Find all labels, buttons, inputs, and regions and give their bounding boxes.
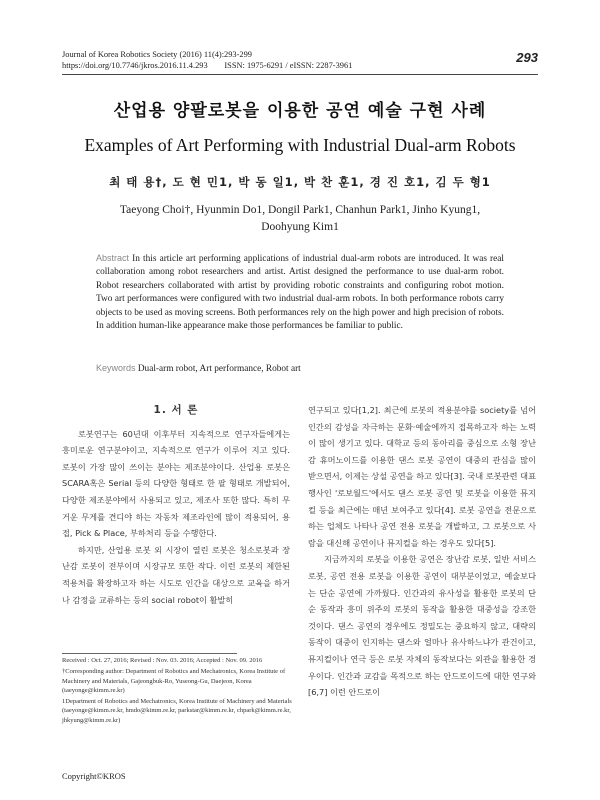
authors-english-line2: Doohyung Kim1 — [261, 221, 339, 233]
journal-citation: Journal of Korea Robotics Society (2016) 11(4):293-299 — [62, 50, 252, 59]
abstract-text: In this article art performing applications of industrial dual-arm robots are introduced. It was real collaboration among robot researchers and artist. Artist designed the performance to use dual-arm robot. Robot researchers collaborated with artist by providing robotic constraints and configuring robot motion. Two art performances were configured with two industrial dual-arm robots. In both performance robots carry objects to be used as moving screens. Both performances rely on the high power and high precision of robots. In addition human-like appearance make those performances be familiar to public. — [96, 254, 504, 332]
page-number: 293 — [516, 50, 538, 65]
authors-korean: 최 태 용†, 도 현 민1, 박 동 일1, 박 찬 훈1, 경 진 호1, 김 두 형1 — [109, 175, 491, 189]
left-column — [62, 402, 290, 608]
body-paragraph: 하지만, 산업용 로봇 외 시장이 열린 로봇은 청소로봇과 장난감 로봇이 전부이며 시장규모 또한 작다. 이런 로봇의 제한된 적용처를 확장하고자 하는 시도로 인간을 대상으로 교육을 하거나 감정을 교류하는 등의 social robot이 활발히 — [62, 544, 290, 605]
authors-english-line1: Taeyong Choi†, Hyunmin Do1, Dongil Park1, Chanhun Park1, Jinho Kyung1, — [119, 204, 481, 216]
header-rule — [62, 74, 538, 75]
received-dates: Received : Oct. 27, 2016; Revised : Nov. 03. 2016; Accepted : Nov. 09. 2016 — [62, 657, 263, 664]
footnote-rule — [62, 653, 237, 654]
body-paragraph: 지금까지의 로봇을 이용한 공연은 장난감 로봇, 일반 서비스 로봇, 공연 전용 로봇을 이용한 공연이 대부분이었고, 예술보다는 단순 공연에 가까웠다. 인간과의 유사성을 활용한 로봇의 단순 동작과 흥미 위주의 로봇의 동작을 활용한 대중성을 강조한 것이다. 댄스 공연의 경우에도 정밀도는 중요하지 않고, 대략의 동작이 대중이 인지하는 댄스와 얼마나 유사하느냐가 관건이고, 뮤지컬이나 연극 등은 로봇 자체의 동작보다는 외관을 활용한 경우이다. 인간과 교감을 목적으로 하는 안드로이드에 대한 연구와[6,7] 이런 안드로이 — [308, 554, 536, 698]
abstract-label: Abstract — [96, 253, 130, 263]
copyright: Copyright©KROS — [62, 771, 126, 781]
right-column — [308, 402, 536, 701]
authors-english — [60, 202, 540, 236]
title-korean: 산업용 양팔로봇을 이용한 공연 예술 구현 사례 — [113, 101, 487, 121]
keywords — [96, 363, 301, 374]
section-heading: 1. 서 론 — [153, 404, 199, 416]
doi-issn: https://doi.org/10.7746/jkros.2016.11.4.293 ISSN: 1975-6291 / eISSN: 2287-3961 — [62, 61, 353, 70]
title-english: Examples of Art Performing with Industrial Dual-arm Robots — [84, 135, 516, 155]
keywords-text: Dual-arm robot, Art performance, Robot art — [137, 364, 301, 374]
footnotes — [62, 656, 292, 727]
journal-header — [62, 49, 352, 71]
body-paragraph: 연구되고 있다[1,2]. 최근에 로봇의 적용분야를 society를 넘어 인간의 감성을 자극하는 문화·예술에까지 접목하고자 하는 노력이 많이 생기고 있다. 대학교 등의 동아리를 중심으로 소형 장난감 휴머노이드를 이용한 댄스 로봇 공연이 대중의 관심을 많이 받으면서, 이제는 상설 공연을 하고 있다[3]. 국내 로봇관련 대표 행사인 '로보월드'에서도 댄스 로봇 공연 및 로봇을 이용한 뮤지컬 등을 최근에는 매년 보여주고 있다[4]. 로봇 공연을 전문으로 하는 업체도 나타나 공연 전용 로봇을 개발하고, 그 로봇으로 사람을 대신해 공연이나 뮤지컬을 하는 경우도 있다[5]. — [308, 405, 536, 548]
abstract — [96, 252, 504, 333]
corresponding-author: †Corresponding author: Department of Robotics and Mechatronics, Korea Institute of Machinery and Materials, Gajeongbuk-Ro, Yuseong-Gu, Daejeon, Korea (taeyonge@kimm.re.kr) — [62, 668, 286, 694]
body-paragraph: 로봇연구는 60년대 이후부터 지속적으로 연구자들에게는 흥미로운 연구분야이고, 지속적으로 연구가 이루어 지고 있다. 로봇이 가장 많이 쓰이는 분야는 제조분야이다. 산업용 로봇은 SCARA혹은 Serial 등의 다양한 형태로 한 팔 형태로 개발되어, 다양한 제조분야에서 사용되고 있고, 제조사 또한 많다. 특히 무거운 무게를 견디야 하는 자동차 제조라인에 많이 적용되어, 용접, Pick & Place, 부하처리 등을 수행한다. — [62, 428, 290, 539]
affiliation: 1Department of Robotics and Mechatronics, Korea Institute of Machinery and Materials (taeyonge@kimm.re.kr, hmdo@kimm.re.kr, parkstar@kimm.re.kr, chpark@kimm.re.kr, jhkyung@kimm.re.kr) — [62, 698, 292, 724]
keywords-label: Keywords — [96, 363, 136, 373]
